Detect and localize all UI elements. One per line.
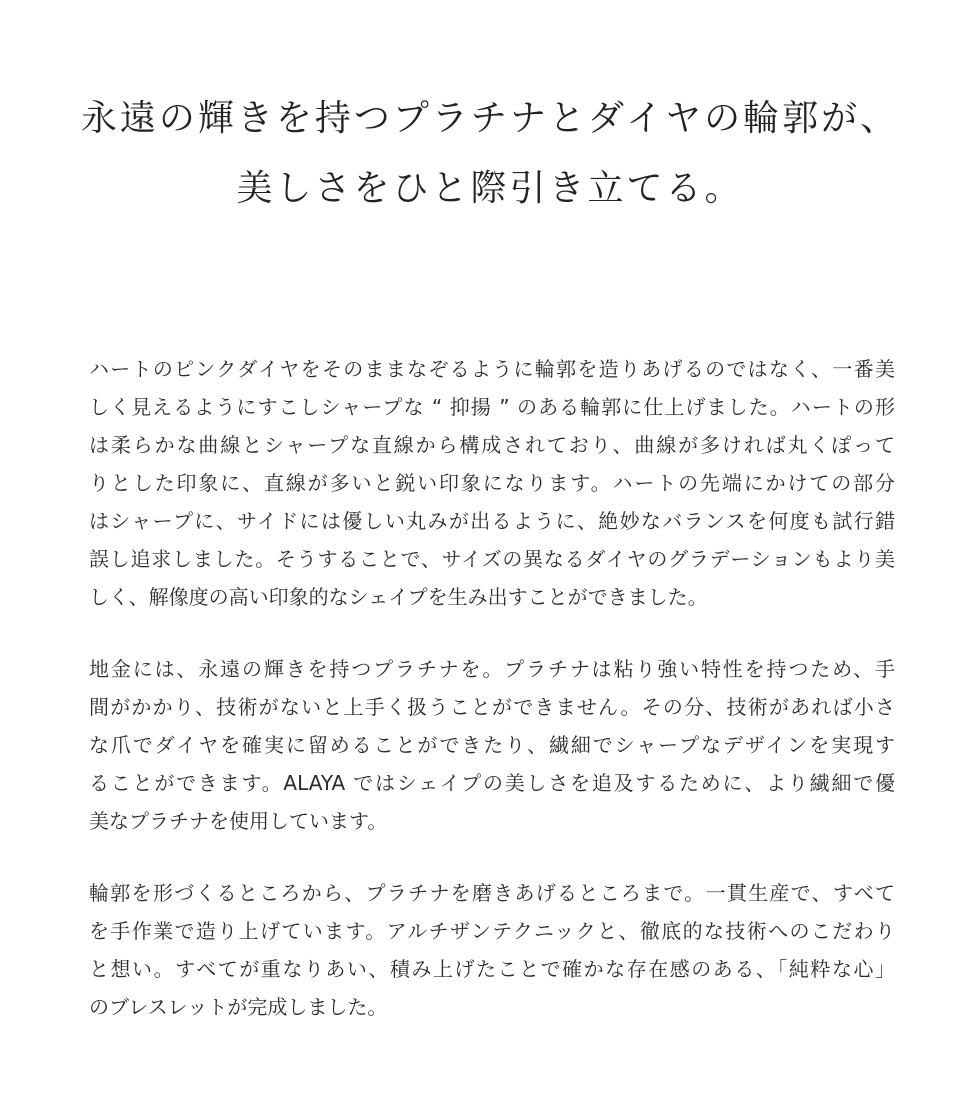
paragraph-line: は柔らかな曲線とシャープな直線から構成されており、曲線が多ければ丸くぽって — [89, 433, 895, 457]
paragraph-craftsmanship — [89, 874, 895, 1026]
paragraph-line: 輪郭を形づくるところから、プラチナを磨きあげるところまで。一貫生産で、すべて — [89, 881, 895, 905]
paragraph-line: と想い。すべてが重なりあい、積み上げたことで確かな存在感のある、「純粋な心」 — [89, 957, 895, 981]
paragraph-line: を手作業で造り上げています。アルチザンテクニックと、徹底的な技術へのこだわり — [89, 919, 895, 943]
paragraph-line: りとした印象に、直線が多いと鋭い印象になります。ハートの先端にかけての部分 — [89, 471, 895, 495]
paragraph-line: しく見えるようにすこしシャープな “ 抑揚 ” のある輪郭に仕上げました。ハートの形 — [89, 395, 895, 419]
paragraph-line: しく、解像度の高い印象的なシェイプを生み出すことができました。 — [89, 585, 708, 609]
paragraph-platinum — [89, 650, 895, 840]
page-heading — [0, 84, 980, 224]
paragraph-line: 美なプラチナを使用しています。 — [89, 809, 388, 833]
paragraph-design — [89, 350, 895, 616]
paragraph-line: のブレスレットが完成しました。 — [89, 995, 388, 1019]
paragraph-line: 誤し追求しました。そうすることで、サイズの異なるダイヤのグラデーションもより美 — [89, 547, 895, 571]
paragraph-line: ることができます。ALAYA ではシェイプの美しさを追及するために、より繊細で優 — [89, 771, 895, 795]
heading-line: 永遠の輝きを持つプラチナとダイヤの輪郭が、 — [80, 98, 900, 139]
paragraph-line: 間がかかり、技術がないと上手く扱うことができません。その分、技術があれば小さ — [89, 695, 895, 719]
paragraph-line: 地金には、永遠の輝きを持つプラチナを。プラチナは粘り強い特性を持つため、手 — [89, 657, 895, 681]
heading-line: 美しさをひと際引き立てる。 — [236, 168, 744, 209]
paragraph-line: な爪でダイヤを確実に留めることができたり、繊細でシャープなデザインを実現す — [89, 733, 895, 757]
paragraph-line: はシャープに、サイドには優しい丸みが出るように、絶妙なバランスを何度も試行錯 — [89, 509, 895, 533]
paragraph-line: ハートのピンクダイヤをそのままなぞるように輪郭を造りあげるのではなく、一番美 — [89, 357, 895, 381]
